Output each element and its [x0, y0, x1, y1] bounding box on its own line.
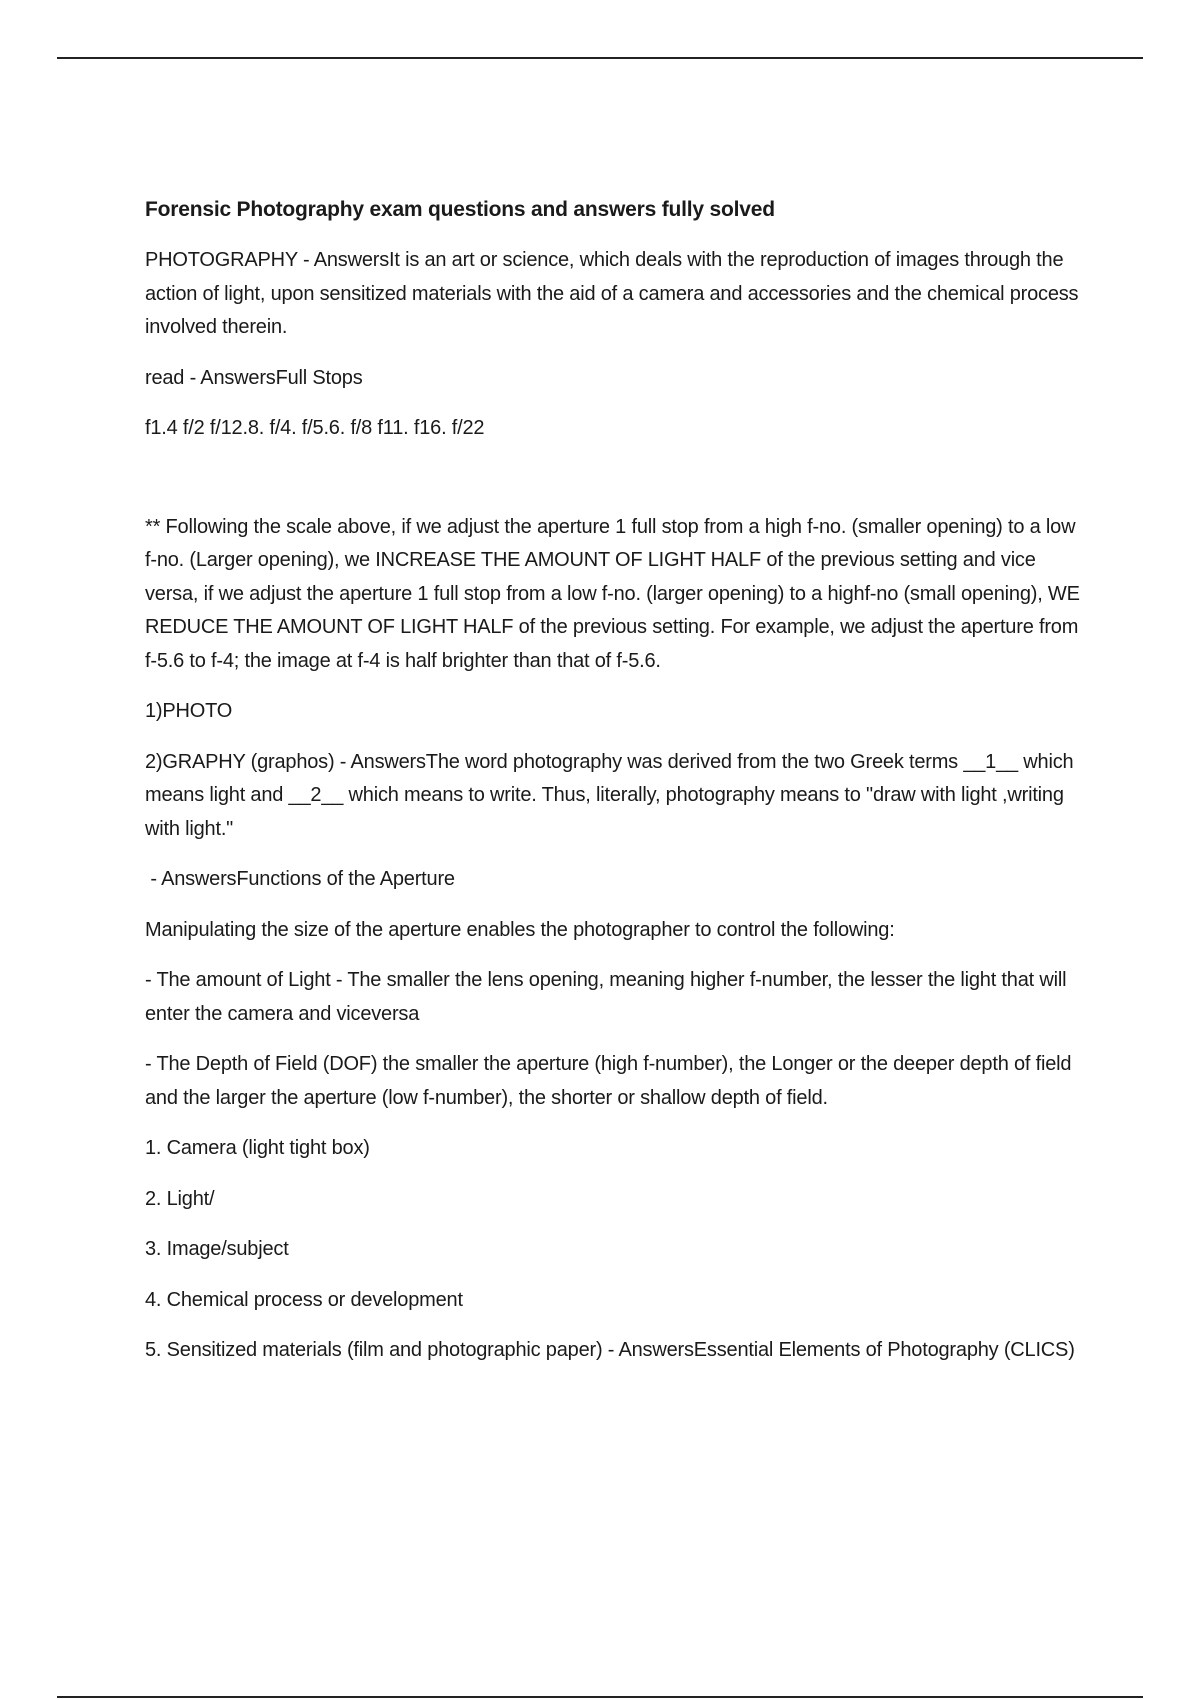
header-rule — [57, 57, 1143, 59]
list-item-chemical-process: 4. Chemical process or development — [145, 1288, 463, 1311]
paragraph-depth-of-field: - The Depth of Field (DOF) the smaller the aperture (high f-number), the Longer or the deeper depth of field and the larger the aperture (low f-number), the shorter or shallow depth of field. — [145, 1053, 1072, 1109]
paragraph-full-stops: read - AnswersFull Stops — [145, 366, 363, 389]
paragraph-graphy: 2)GRAPHY (graphos) - AnswersThe word photography was derived from the two Greek terms __1__ which means light and __2__ which means to write. Thus, literally, photography means to "draw with light ,writing with light." — [145, 750, 1074, 840]
document-title: Forensic Photography exam questions and answers fully solved — [145, 198, 775, 221]
paragraph-aperture-scale-note: ** Following the scale above, if we adjust the aperture 1 full stop from a high f-no. (smaller opening) to a low f-no. (Larger opening), we INCREASE THE AMOUNT OF LIGHT HALF of the previous setting and vice versa, if we adjust the aperture 1 full stop from a low f-no. (larger opening) to a highf-no (small opening), WE REDUCE THE AMOUNT OF LIGHT HALF of the previous setting. For example, we adjust the aperture from f-5.6 to f-4; the image at f-4 is half brighter than that of f-5.6. — [145, 515, 1080, 672]
paragraph-aperture-functions: - AnswersFunctions of the Aperture — [145, 868, 455, 890]
list-item-camera: 1. Camera (light tight box) — [145, 1137, 370, 1159]
list-item-light: 2. Light/ — [145, 1187, 215, 1210]
paragraph-aperture-control: Manipulating the size of the aperture enables the photographer to control the following: — [145, 918, 895, 941]
paragraph-amount-of-light: - The amount of Light - The smaller the lens opening, meaning higher f-number, the lesser the light that will enter the camera and viceversa — [145, 969, 1067, 1025]
blank-line — [145, 463, 1080, 511]
paragraph-photography-definition: PHOTOGRAPHY - AnswersIt is an art or science, which deals with the reproduction of images through the action of light, upon sensitized materials with the aid of a camera and accessories and the chemical process involved therein. — [145, 249, 1079, 338]
list-item-image-subject: 3. Image/subject — [145, 1238, 289, 1260]
list-item-sensitized-materials: 5. Sensitized materials (film and photographic paper) - AnswersEssential Elements of Photography (CLICS) — [145, 1339, 1075, 1361]
paragraph-photo: 1)PHOTO — [145, 700, 233, 722]
footer-rule — [57, 1696, 1143, 1698]
document-body — [145, 195, 1080, 1385]
paragraph-f-stop-scale: f1.4 f/2 f/12.8. f/4. f/5.6. f/8 f11. f16. f/22 — [145, 417, 485, 439]
